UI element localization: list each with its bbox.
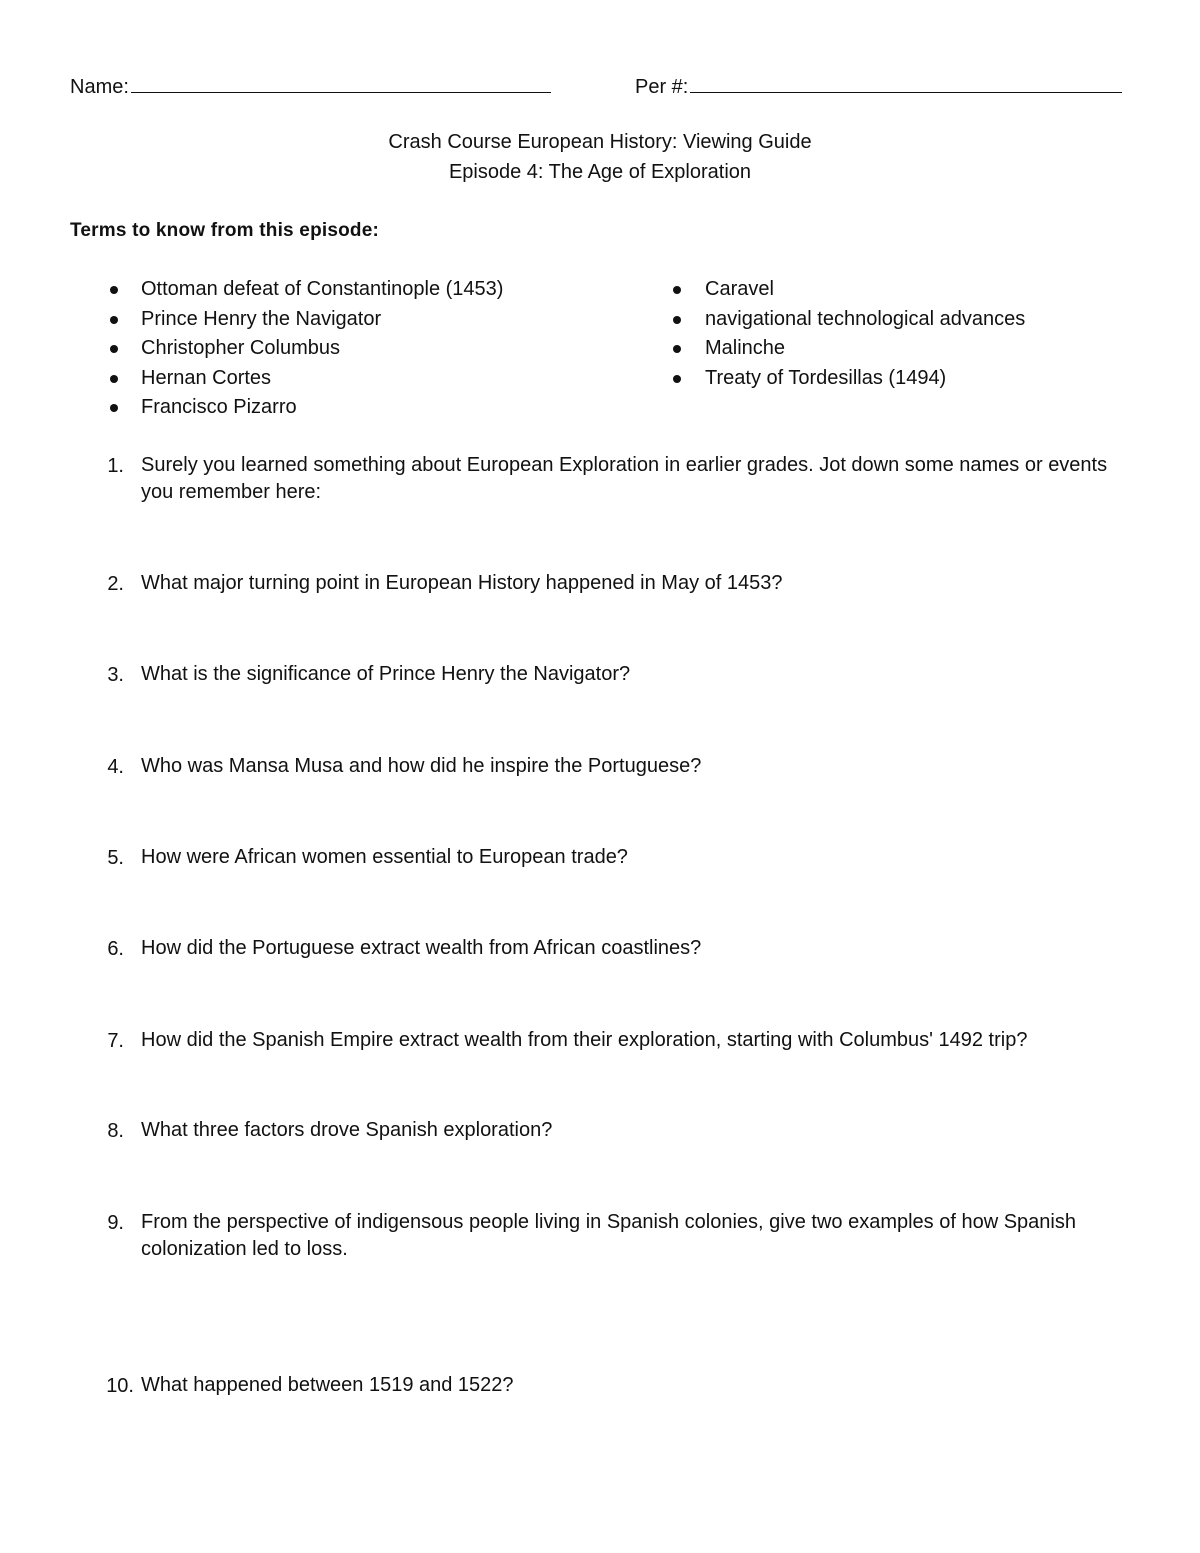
question-number: 8.: [107, 1120, 124, 1142]
question-number: 3.: [107, 664, 124, 686]
term-item: Ottoman defeat of Constantinople (1453): [141, 278, 504, 300]
terms-heading: Terms to know from this episode:: [70, 220, 380, 241]
period-field[interactable]: [635, 72, 1122, 99]
question-number: 7.: [107, 1030, 124, 1052]
bullet-icon: [110, 404, 118, 412]
page-subtitle: Episode 4: The Age of Exploration: [448, 161, 752, 183]
term-item: Hernan Cortes: [141, 367, 272, 389]
term-item: Christopher Columbus: [141, 337, 340, 359]
term-item: navigational technological advances: [705, 308, 1026, 330]
term-item: Caravel: [705, 278, 774, 300]
question-number: 5.: [107, 847, 124, 869]
bullet-icon: [110, 375, 118, 383]
question-number: 6.: [107, 938, 124, 960]
term-item: Treaty of Tordesillas (1494): [705, 367, 947, 389]
bullet-icon: [110, 345, 118, 353]
bullet-icon: [110, 286, 118, 294]
question-text: Surely you learned something about European Exploration in earlier grades. Jot down some names or events you remember here:: [141, 454, 1108, 503]
term-item: Prince Henry the Navigator: [141, 308, 382, 330]
question-number: 1.: [107, 455, 124, 477]
question-number: 4.: [107, 756, 124, 778]
bullet-icon: [110, 316, 118, 324]
name-blank[interactable]: [131, 72, 551, 93]
question-number: 9.: [107, 1212, 124, 1234]
name-field[interactable]: [70, 72, 551, 99]
question-text: How were African women essential to European trade?: [141, 846, 628, 868]
question-text: What happened between 1519 and 1522?: [141, 1374, 514, 1396]
question-text: Who was Mansa Musa and how did he inspire the Portuguese?: [141, 755, 702, 777]
period-label: Per #:: [635, 76, 689, 98]
question-text: What three factors drove Spanish exploration?: [141, 1119, 553, 1141]
bullet-icon: [673, 286, 681, 294]
period-blank[interactable]: [690, 72, 1122, 93]
question-text: What major turning point in European History happened in May of 1453?: [141, 572, 783, 594]
term-item: Malinche: [705, 337, 786, 359]
bullet-icon: [673, 345, 681, 353]
name-label: Name:: [70, 76, 129, 98]
question-text: How did the Portuguese extract wealth from African coastlines?: [141, 937, 702, 959]
page-title: Crash Course European History: Viewing Guide: [388, 131, 812, 153]
question-number: 10.: [106, 1375, 134, 1397]
question-number: 2.: [107, 573, 124, 595]
term-item: Francisco Pizarro: [141, 396, 297, 418]
question-text: How did the Spanish Empire extract wealth from their exploration, starting with Columbus' 1492 trip?: [141, 1029, 1028, 1051]
bullet-icon: [673, 375, 681, 383]
question-text: From the perspective of indigensous people living in Spanish colonies, give two examples of how Spanish colonization led to loss.: [141, 1211, 1076, 1260]
question-text: What is the significance of Prince Henry the Navigator?: [141, 663, 631, 685]
bullet-icon: [673, 316, 681, 324]
